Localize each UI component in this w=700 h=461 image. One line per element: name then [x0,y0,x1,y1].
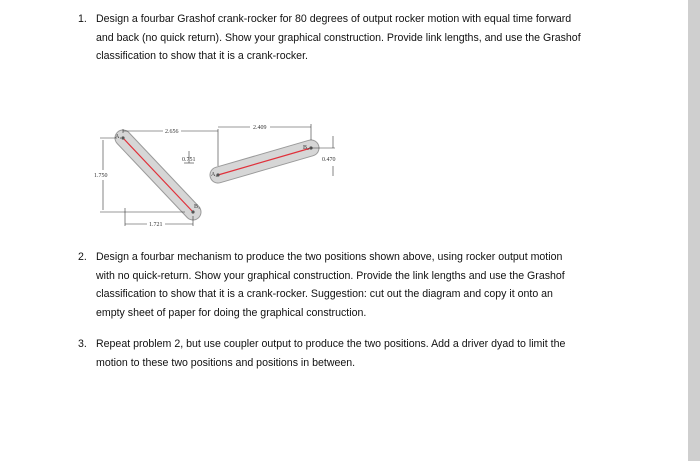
problem-1-line-3: classification to show that it is a crank-rocker. [96,50,308,62]
problem-3 [78,335,638,372]
problem-2-line-3: classification to show that it is a crank-rocker. Suggestion: cut out the diagram and copy it onto an [96,288,553,300]
problem-1-line-1: Design a fourbar Grashof crank-rocker for 80 degrees of output rocker motion with equal time forward [96,13,572,25]
problem-1-text [96,10,638,66]
problem-1-number: 1. [78,13,87,25]
point-b1-marker [191,210,194,213]
dimension-top-left-value: 2.656 [165,129,179,135]
dimension-left-value: 1.750 [94,173,108,179]
coupler-line-position-1 [123,138,193,212]
problem-3-text [96,335,638,372]
problem-3-line-2: motion to these two positions and positions in between. [96,356,356,369]
problem-2-line-1: Design a fourbar mechanism to produce the two positions shown above, using rocker output motion [96,251,563,263]
problem-2-number: 2. [78,251,87,263]
problem-1 [78,10,638,66]
problem-3-line-1: Repeat problem 2, but use coupler output to produce the two positions. Add a driver dyad to limit the [96,338,566,350]
label-b1: B₁ [194,204,201,210]
point-a1-marker [121,136,124,139]
problem-2 [78,248,638,322]
dimension-bottom-value: 1.721 [149,222,163,228]
problem-2-line-2: with no quick-return. Show your graphical construction. Provide the link lengths and use the Grashof [96,269,565,282]
problem-1-line-2: and back (no quick return). Show your graphical construction. Provide link lengths, and use the Grashof [96,31,581,44]
label-a1: A₁ [115,134,122,140]
problem-3-number: 3. [78,338,87,350]
coupler-line-position-2 [218,148,311,175]
dimension-right-value: 0.470 [322,157,336,163]
right-edge-bar [688,0,700,461]
two-positions-figure [85,118,355,233]
dimension-top-right-value: 2.409 [253,125,267,131]
problem-2-line-4: empty sheet of paper for doing the graphical construction. [96,306,367,319]
problem-2-text [96,248,638,322]
label-a2: A₂ [211,172,218,178]
dimension-middle-value: 0.751 [182,157,196,163]
label-b2: B₂ [303,145,310,151]
